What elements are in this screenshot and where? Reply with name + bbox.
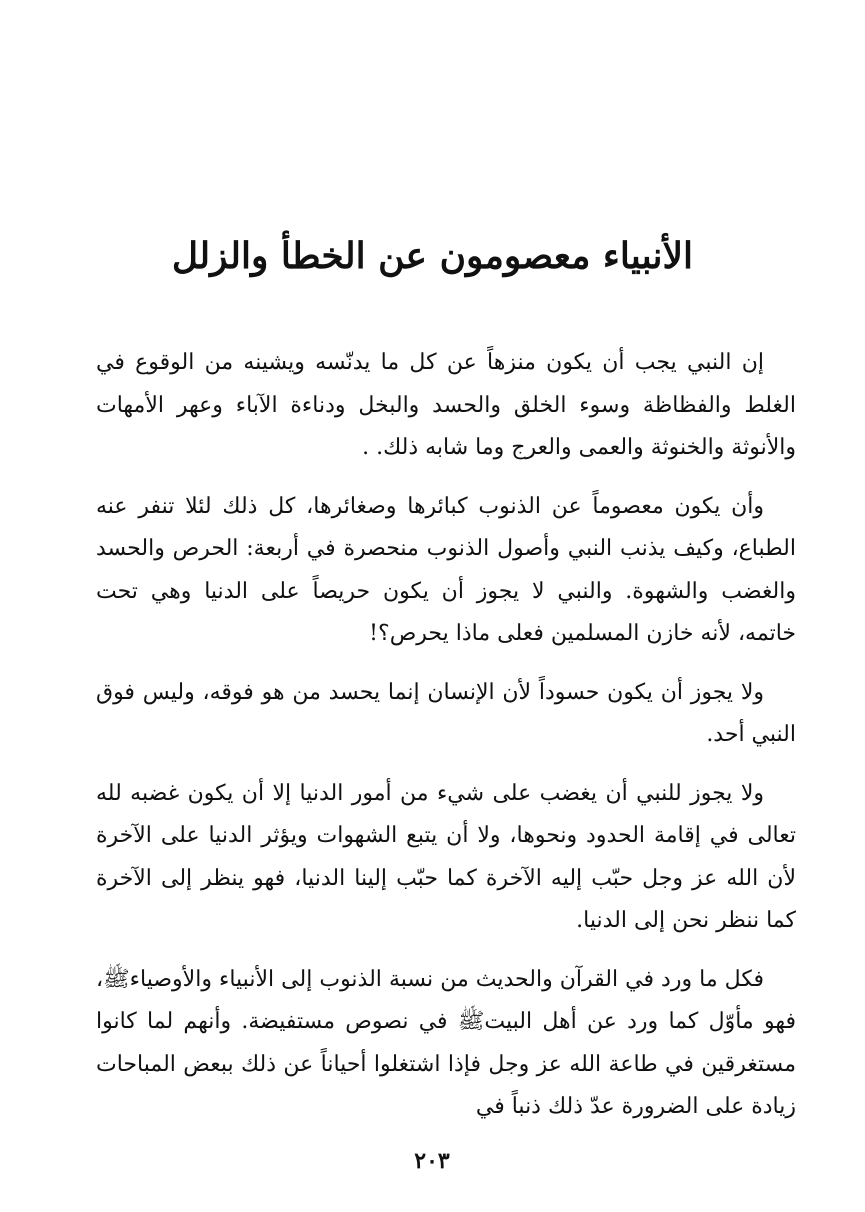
paragraph: إن النبي يجب أن يكون منزهاً عن كل ما يدنّسه ويشينه من الوقوع في الغلط والفظاظة وسوء الخلق والحسد والبخل ودناءة الآباء وعهر الأمهات والأنوثة والخنوثة والعمى والعرج وما شابه ذلك. .: [96, 350, 796, 460]
page-title: الأنبياء معصومون عن الخطأ والزلل: [171, 235, 694, 277]
paragraph: ولا يجوز أن يكون حسوداً لأن الإنسان إنما يحسد من هو فوقه، وليس فوق النبي أحد.: [96, 679, 796, 747]
body-text: [96, 342, 796, 1145]
paragraph: وأن يكون معصوماً عن الذنوب كبائرها وصغائرها، كل ذلك لئلا تنفر عنه الطباع، وكيف يذنب النبي وأصول الذنوب منحصرة في أربعة: الحرص والحسد والغضب والشهوة. والنبي لا يجوز أن يكون حريصاً على الدنيا وهي تحت خاتمه، لأنه خازن المسلمين فعلى ماذا يحرص؟!: [96, 493, 796, 646]
paragraph: ولا يجوز للنبي أن يغضب على شيء من أمور الدنيا إلا أن يكون غضبه لله تعالى في إقامة الحدود ونحوها، ولا أن يتبع الشهوات ويؤثر الدنيا على الآخرة لأن الله عز وجل حبّب إليه الآخرة كما حبّب إلينا الدنيا، فهو ينظر إلى الآخرة كما ننظر نحن إلى الدنيا.: [96, 780, 796, 933]
page-number: ٢٠٣: [414, 1148, 450, 1174]
paragraph: فكل ما ورد في القرآن والحديث من نسبة الذنوب إلى الأنبياء والأوصياءﷺ، فهو مأوّل كما ورد عن أهل البيتﷺ في نصوص مستفيضة. وأنهم لما كانوا مستغرقين في طاعة الله عز وجل فإذا اشتغلوا أحياناً عن ذلك ببعض المباحات زيادة على الضرورة عدّ ذلك ذنباً في: [96, 966, 796, 1119]
